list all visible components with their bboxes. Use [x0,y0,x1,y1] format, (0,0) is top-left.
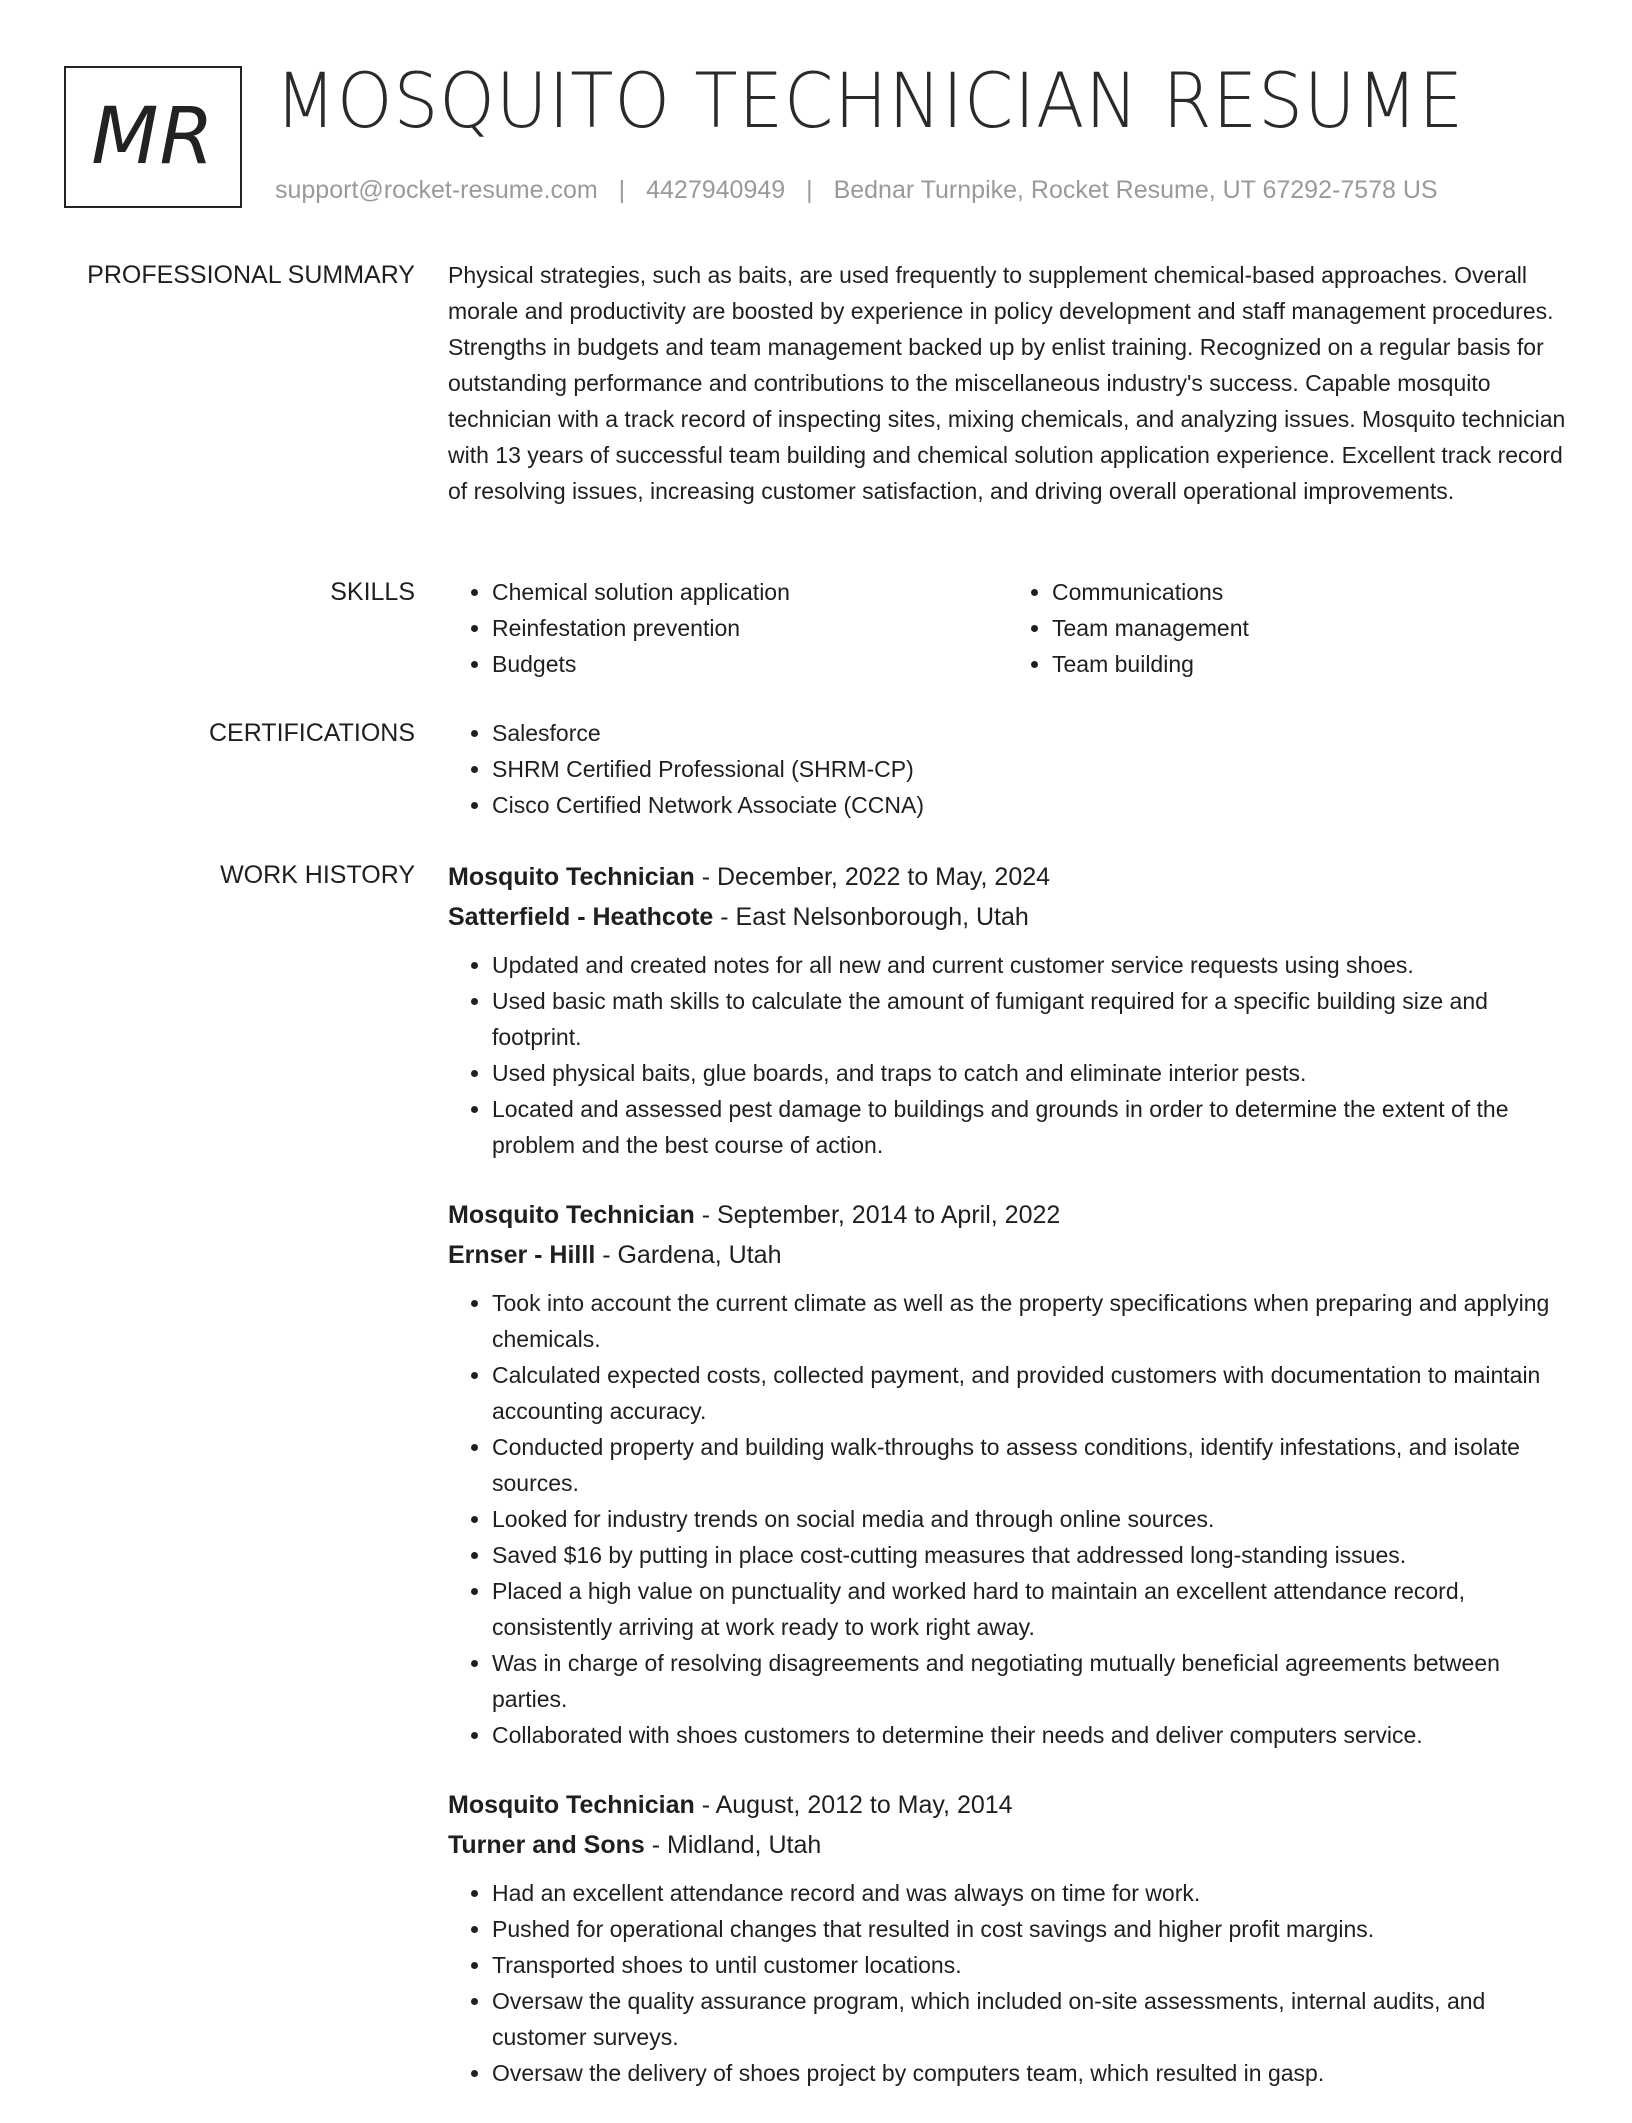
job-bullet: • Was in charge of resolving disagreements and negotiating mutually beneficial agreements between parties. [492,1645,1568,1717]
certification-item: • Cisco Certified Network Associate (CCNA) [492,787,1568,823]
job-bullet: • Had an excellent attendance record and was always on time for work. [492,1875,1568,1911]
job-company-line [448,1235,1568,1275]
skills-label: SKILLS [330,578,415,606]
summary-label: PROFESSIONAL SUMMARY [87,261,415,289]
job-bullet: • Used basic math skills to calculate the amount of fumigant required for a specific building size and footprint. [492,983,1568,1055]
job-bullet: • Pushed for operational changes that resulted in cost savings and higher profit margins. [492,1911,1568,1947]
skills-column-2 [1008,574,1568,682]
job-bullet: • Located and assessed pest damage to buildings and grounds in order to determine the extent of the problem and the best course of action. [492,1091,1568,1163]
job-bullet: • Updated and created notes for all new and current customer service requests using shoes. [492,947,1568,983]
contact-separator: | [618,176,626,204]
job-bullets [448,1285,1568,1753]
job-location: - Gardena, Utah [595,1241,782,1269]
job-dates: - December, 2022 to May, 2024 [694,863,1051,891]
job-bullets [448,1875,1568,2091]
skills-body [448,574,1568,682]
job-bullet: • Transported shoes to until customer locations. [492,1947,1568,1983]
job-title-line [448,1195,1568,1235]
job-company: Ernser - Hilll [448,1241,596,1269]
certification-item: • SHRM Certified Professional (SHRM-CP) [492,751,1568,787]
skill-item: • Team management [1052,610,1568,646]
job-bullet: • Calculated expected costs, collected payment, and provided customers with documentation to maintain accounting accuracy. [492,1357,1568,1429]
skill-item: • Chemical solution application [492,574,1008,610]
job-bullet: • Saved $16 by putting in place cost-cutting measures that addressed long-standing issues. [492,1537,1568,1573]
skills-column-1 [448,574,1008,682]
job-bullet: • Took into account the current climate as well as the property specifications when preparing and applying chemicals. [492,1285,1568,1357]
certification-item: • Salesforce [492,715,1568,751]
job-bullet: • Oversaw the delivery of shoes project by computers team, which resulted in gasp. [492,2055,1568,2091]
skill-item: • Reinfestation prevention [492,610,1008,646]
job-title: Mosquito Technician [448,1201,695,1229]
job-bullet: • Looked for industry trends on social media and through online sources. [492,1501,1568,1537]
job-dates: - September, 2014 to April, 2022 [694,1201,1061,1229]
summary-body [448,257,1568,509]
contact-line [275,174,1438,206]
certifications-label: CERTIFICATIONS [208,719,415,747]
resume-title: MOSQUITO TECHNICIAN RESUME [275,56,1465,145]
job-company-line [448,897,1568,937]
contact-address: Bednar Turnpike, Rocket Resume, UT 67292-7578 US [833,176,1438,204]
job-bullets [448,947,1568,1163]
job-company: Satterfield - Heathcote [448,903,714,931]
work-history-body [448,857,1568,2123]
skill-item: • Team building [1052,646,1568,682]
job-bullet: • Conducted property and building walk-throughs to assess conditions, identify infestations, and isolate sources. [492,1429,1568,1501]
job-bullet: • Collaborated with shoes customers to determine their needs and deliver computers service. [492,1717,1568,1753]
job-entry [448,1195,1568,1753]
job-location: - East Nelsonborough, Utah [713,903,1029,931]
job-title: Mosquito Technician [448,863,695,891]
contact-separator: | [806,176,813,204]
job-dates: - August, 2012 to May, 2014 [694,1791,1013,1819]
work-history-label: WORK HISTORY [220,861,415,889]
job-entry [448,857,1568,1163]
certifications-body [448,715,1568,823]
summary-text: Physical strategies, such as baits, are used frequently to supplement chemical-based approaches. Overall morale and productivity are boosted by experience in policy development and staff management procedures. Strengths in budgets and team management backed up by enlist training. Recognized on a regular basis for outstanding performance and contributions to the miscellaneous industry's success. Capable mosquito technician with a track record of inspecting sites, mixing chemicals, and analyzing issues. Mosquito technician with 13 years of successful team building and chemical solution application experience. Excellent track record of resolving issues, increasing customer satisfaction, and driving overall operational improvements. [448,262,1566,504]
job-entry [448,1785,1568,2091]
job-location: - Midland, Utah [644,1831,822,1859]
job-bullet: • Used physical baits, glue boards, and traps to catch and eliminate interior pests. [492,1055,1568,1091]
job-title-line [448,1785,1568,1825]
certifications-list [448,715,1568,823]
job-company: Turner and Sons [448,1831,645,1859]
skill-item: • Budgets [492,646,1008,682]
job-bullet: • Oversaw the quality assurance program, which included on-site assessments, internal audits, and customer surveys. [492,1983,1568,2055]
job-title-line [448,857,1568,897]
monogram-logo: MR [64,66,242,208]
job-title: Mosquito Technician [448,1791,695,1819]
job-bullet: • Placed a high value on punctuality and worked hard to maintain an excellent attendance record, consistently arriving at work ready to work right away. [492,1573,1568,1645]
skill-item: • Communications [1052,574,1568,610]
contact-email: support@rocket-resume.com [275,176,598,204]
job-company-line [448,1825,1568,1865]
contact-phone: 4427940949 [646,176,786,204]
